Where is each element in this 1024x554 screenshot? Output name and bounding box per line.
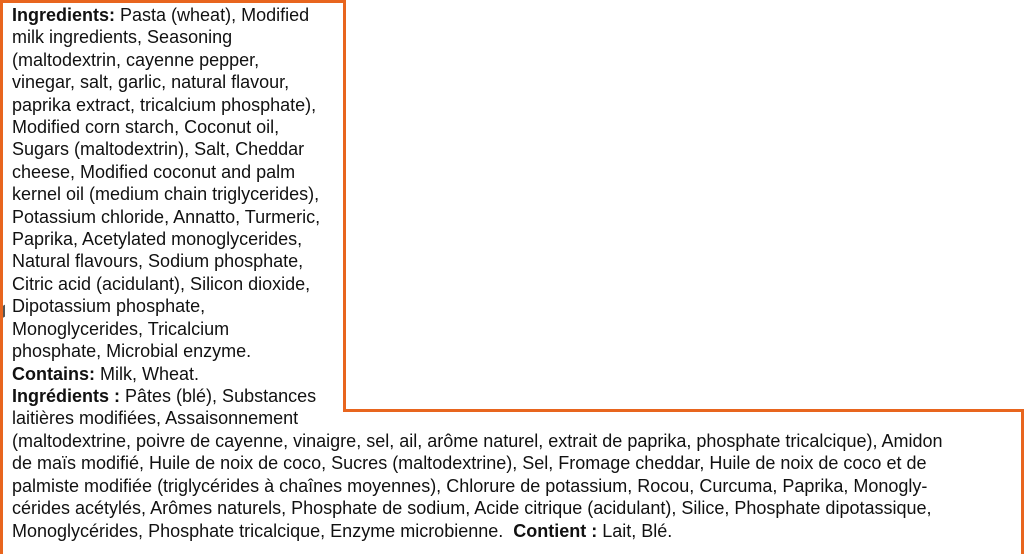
french-line: laitières modifiées, Assaisonnement <box>12 408 299 429</box>
english-line: Sugars (maltodextrin), Salt, Cheddar <box>12 139 305 160</box>
english-line: vinegar, salt, garlic, natural flavour, <box>12 72 290 93</box>
border-notch-mark <box>3 302 9 317</box>
french-line: (maltodextrine, poivre de cayenne, vinaigre, sel, ail, arôme naturel, extrait de paprika, phosphate tricalcique), Amidon <box>12 431 943 451</box>
english-line: Ingredients: Pasta (wheat), Modified <box>12 5 310 25</box>
english-ingredients-block <box>12 4 342 430</box>
english-line: Modified corn starch, Coconut oil, <box>12 117 280 138</box>
english-line: Citric acid (acidulant), Silicon dioxide, <box>12 273 311 294</box>
label-border-top <box>0 0 346 3</box>
english-line: cheese, Modified coconut and palm <box>12 161 296 182</box>
english-line: kernel oil (medium chain triglycerides), <box>12 184 320 205</box>
french-heading: Ingrédients : <box>12 385 121 406</box>
french-contains-label: Contient : <box>513 520 598 541</box>
label-border-left <box>0 0 3 554</box>
english-line: milk ingredients, Seasoning <box>12 27 233 48</box>
english-line: paprika extract, tricalcium phosphate), <box>12 94 317 115</box>
english-line: Potassium chloride, Annatto, Turmeric, <box>12 206 321 227</box>
french-line: palmiste modifiée (triglycérides à chaînes moyennes), Chlorure de potassium, Rocou, Curcuma, Paprika, Monogly- <box>12 475 928 496</box>
english-line: (maltodextrin, cayenne pepper, <box>12 49 260 70</box>
label-border-right-upper <box>343 0 346 412</box>
english-contains-text: Milk, Wheat. <box>95 363 200 384</box>
english-line: Dipotassium phosphate, <box>12 296 206 317</box>
french-line: cérides acétylés, Arômes naturels, Phosphate de sodium, Acide citrique (acidulant), Silice, Phosphate dipotassique, <box>12 498 932 519</box>
french-line: Ingrédients : Pâtes (blé), Substances <box>12 385 317 406</box>
french-contains-line <box>12 520 1012 542</box>
french-last-line: Monoglycérides, Phosphate tricalcique, Enzyme microbienne. <box>12 520 514 541</box>
english-line: Natural flavours, Sodium phosphate, <box>12 251 304 272</box>
english-contains-label: Contains: <box>12 363 95 384</box>
label-border-step <box>343 409 1024 412</box>
french-ingredients-block <box>12 430 1012 542</box>
english-contains-line <box>12 363 342 385</box>
french-line: de maïs modifié, Huile de noix de coco, Sucres (maltodextrine), Sel, Fromage cheddar, Huile de noix de coco et de <box>12 453 927 474</box>
english-line: Paprika, Acetylated monoglycerides, <box>12 229 303 250</box>
english-heading: Ingredients: <box>12 5 116 25</box>
french-contains-text: Lait, Blé. <box>597 520 673 541</box>
english-line: Monoglycerides, Tricalcium <box>12 318 230 339</box>
english-line: phosphate, Microbial enzyme. <box>12 341 252 362</box>
